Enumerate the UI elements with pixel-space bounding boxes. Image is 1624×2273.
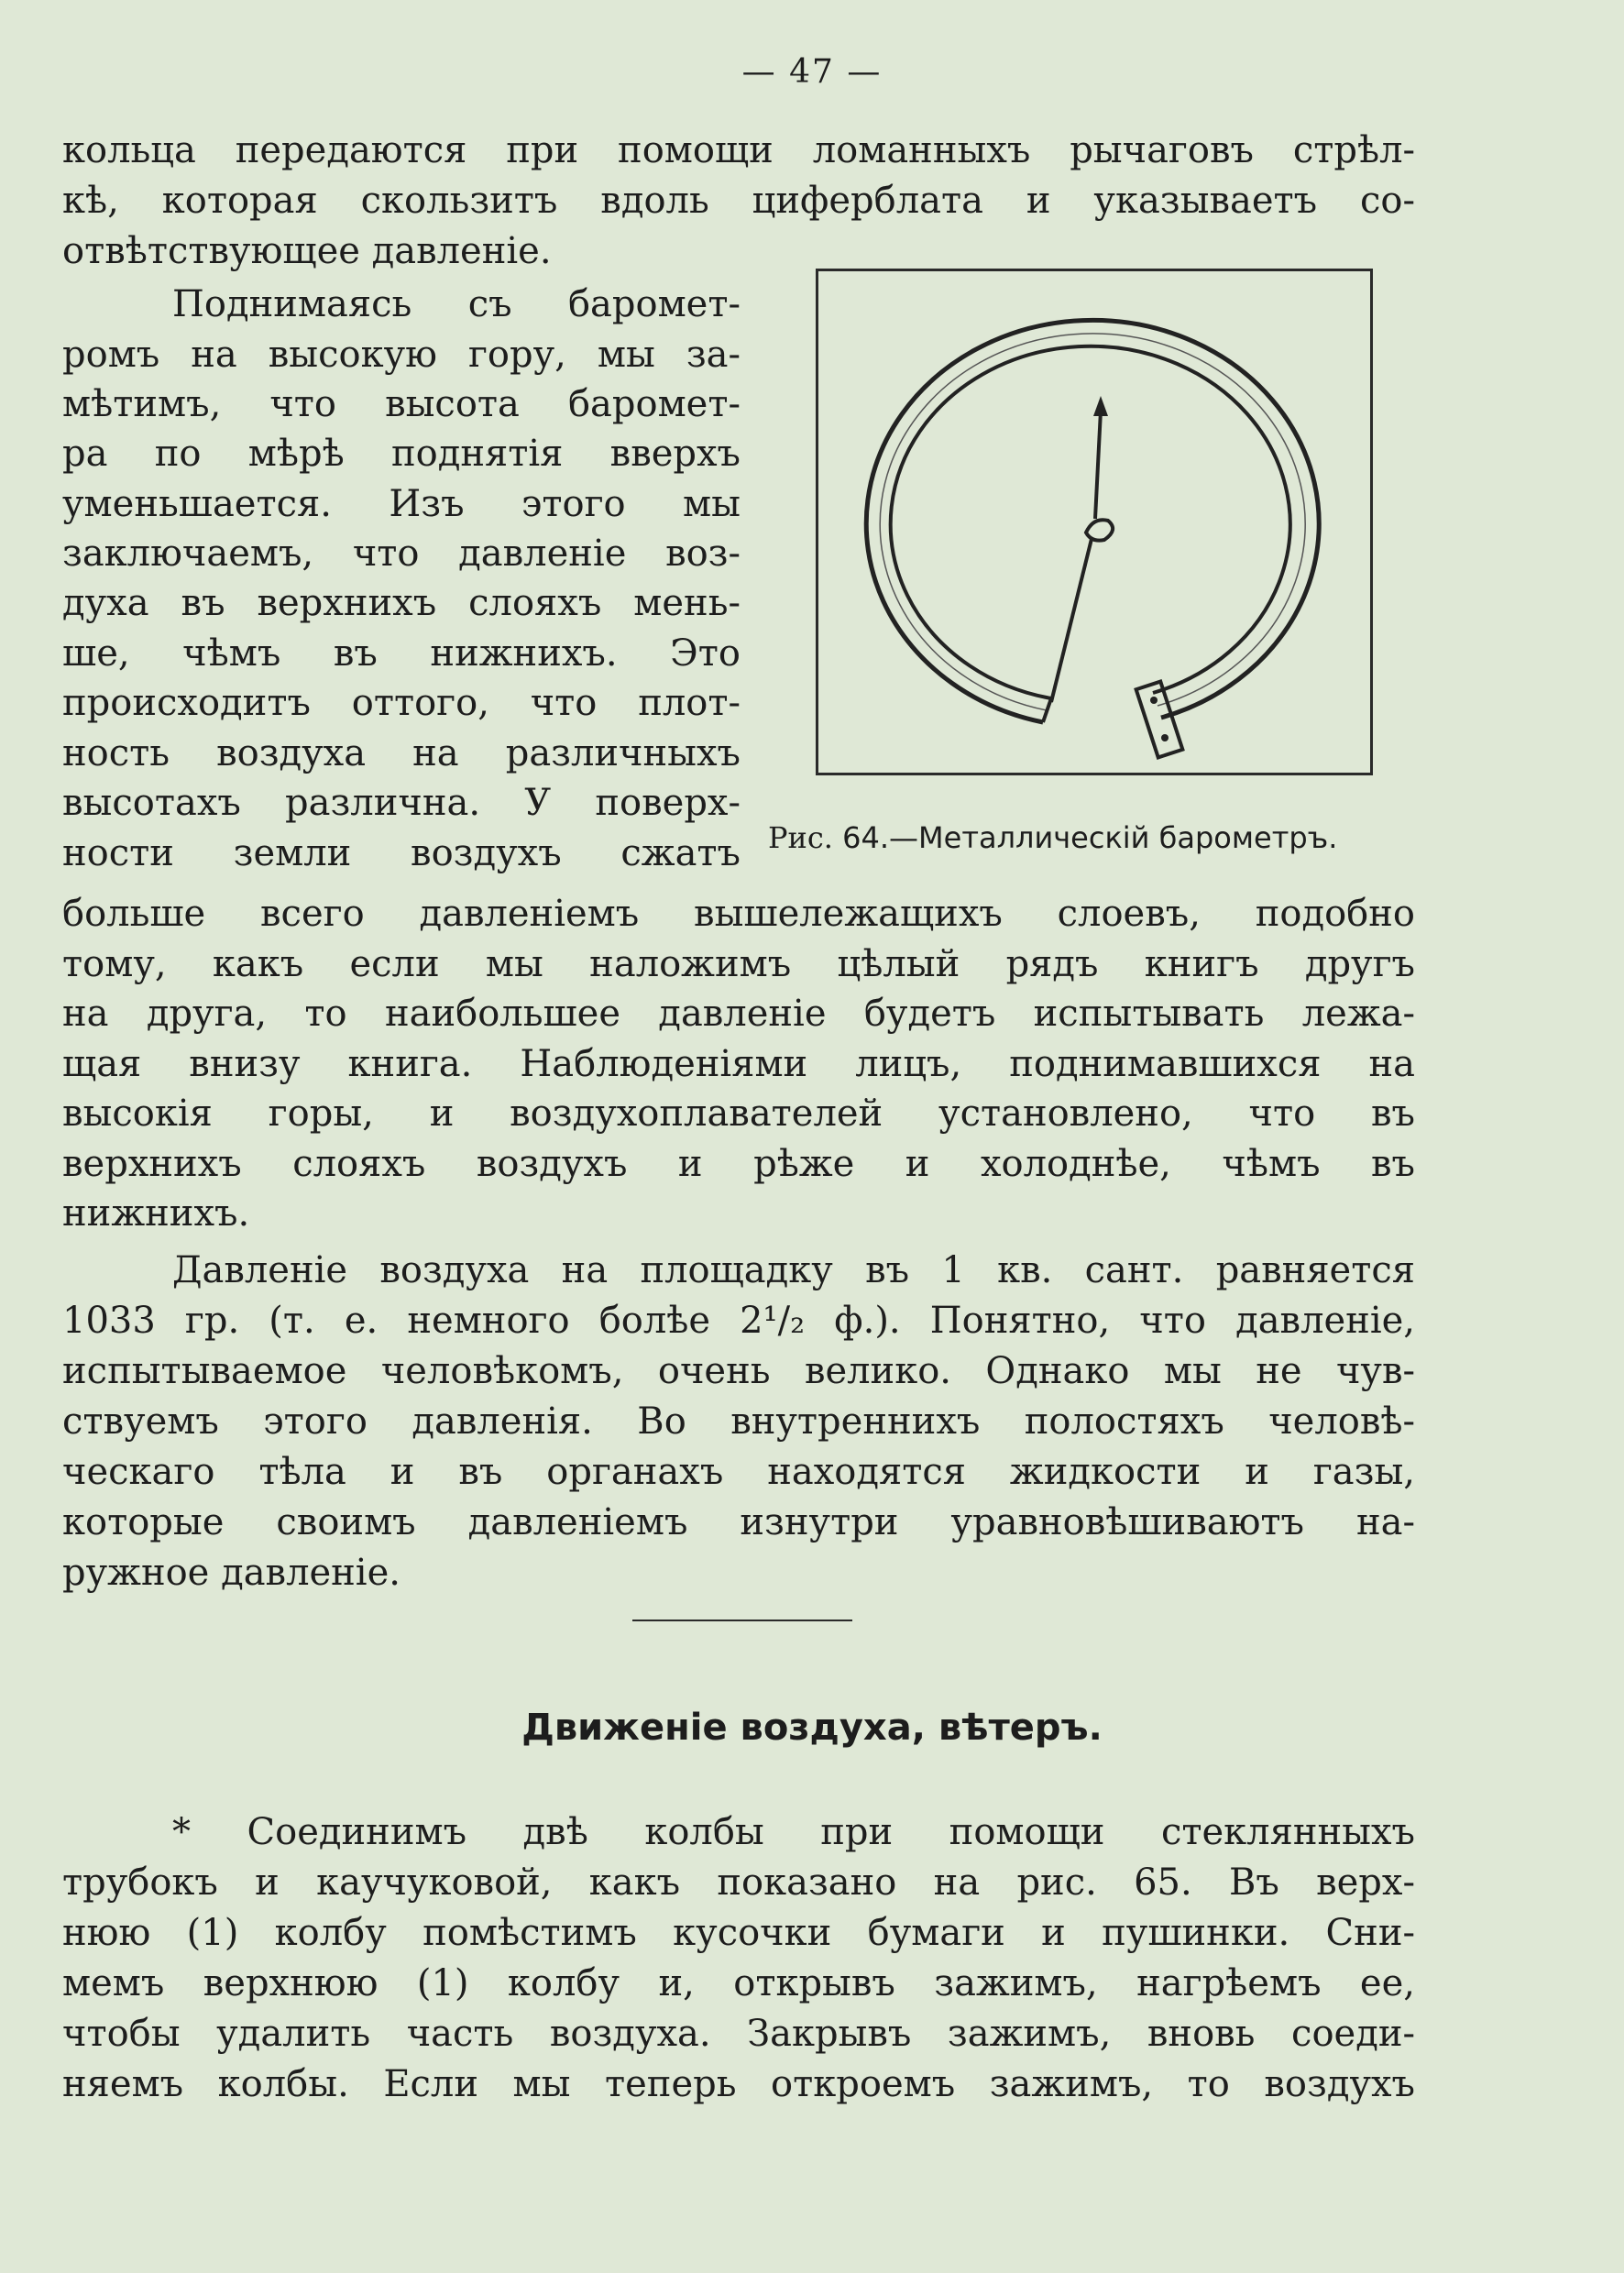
caption-prefix: Рис. xyxy=(768,820,833,855)
text-line: тому, какъ если мы наложимъ цѣлый рядъ книгъ другъ xyxy=(62,943,1415,985)
caption-text: 64.—Металлическій барометръ. xyxy=(842,820,1338,855)
text-line: щая внизу книга. Наблюденіями лицъ, поднимавшихся на xyxy=(62,1043,1415,1085)
text-line: заключаемъ, что давленіе воз- xyxy=(62,533,741,575)
text-line: мѣтимъ, что высота баромет- xyxy=(62,383,741,425)
text-line: ружное давленіе. xyxy=(62,1552,401,1594)
text-line: ра по мѣрѣ поднятія вверхъ xyxy=(62,433,741,475)
text-line: ше, чѣмъ въ нижнихъ. Это xyxy=(62,632,741,675)
text-line: мемъ верхнюю (1) колбу и, открывъ зажимъ, нагрѣемъ ее, xyxy=(62,1962,1415,2004)
clamp-icon xyxy=(1136,682,1183,758)
text-line: уменьшается. Изъ этого мы xyxy=(62,483,741,525)
text-line: духа въ верхнихъ слояхъ мень- xyxy=(62,582,741,624)
section-heading: Движеніе воздуха, вѣтеръ. xyxy=(521,1707,1103,1749)
barometer-inner-ring xyxy=(891,346,1290,698)
text-line: высотахъ различна. У поверх- xyxy=(62,782,741,824)
text-line: чтобы удалить часть воздуха. Закрывъ зажимъ, вновь соеди- xyxy=(62,2013,1415,2055)
text-line: кѣ, которая скользитъ вдоль циферблата и указываетъ со- xyxy=(62,180,1415,222)
text-line: верхнихъ слояхъ воздухъ и рѣже и холоднѣе, чѣмъ въ xyxy=(62,1143,1415,1185)
pointer-needle-icon xyxy=(1051,396,1113,702)
barometer-illustration xyxy=(818,271,1370,773)
text-line: больше всего давленіемъ вышележащихъ слоевъ, подобно xyxy=(62,893,1415,935)
text-line: нижнихъ. xyxy=(62,1192,250,1235)
text-line: ность воздуха на различныхъ xyxy=(62,732,741,774)
text-line: испытываемое человѣкомъ, очень велико. Однако мы не чув- xyxy=(62,1350,1415,1392)
text-line: ствуемъ этого давленія. Во внутреннихъ полостяхъ человѣ- xyxy=(62,1400,1415,1443)
text-line: ности земли воздухъ сжатъ xyxy=(62,832,741,874)
text-line: 1033 гр. (т. е. немного болѣе 2¹/₂ ф.). Понятно, что давленіе, xyxy=(62,1300,1415,1342)
text-line: * Соединимъ двѣ колбы при помощи стеклянныхъ xyxy=(172,1811,1415,1853)
text-line: нюю (1) колбу помѣстимъ кусочки бумаги и пушинки. Сни- xyxy=(62,1912,1415,1954)
page-number: — 47 — xyxy=(741,53,883,91)
text-line: высокія горы, и воздухоплавателей установлено, что въ xyxy=(62,1093,1415,1135)
text-line: отвѣтствующее давленіе. xyxy=(62,230,552,272)
text-line: Давленіе воздуха на площадку въ 1 кв. сант. равняется xyxy=(172,1249,1415,1291)
text-line: которые своимъ давленіемъ изнутри уравновѣшиваютъ на- xyxy=(62,1501,1415,1543)
text-line: происходитъ оттого, что плот- xyxy=(62,682,741,724)
barometer-figure xyxy=(816,269,1373,775)
text-line: кольца передаются при помощи ломанныхъ рычаговъ стрѣл- xyxy=(62,129,1415,171)
text-line: ромъ на высокую гору, мы за- xyxy=(62,334,741,376)
text-line: трубокъ и каучуковой, какъ показано на рис. 65. Въ верх- xyxy=(62,1861,1415,1904)
text-line: ческаго тѣла и въ органахъ находятся жидкости и газы, xyxy=(62,1451,1415,1493)
figure-caption xyxy=(768,820,1419,855)
text-line: Поднимаясь съ баромет- xyxy=(172,283,741,325)
text-line: на друга, то наибольшее давленіе будетъ испытывать лежа- xyxy=(62,993,1415,1035)
text-line: няемъ колбы. Если мы теперь откроемъ зажимъ, то воздухъ xyxy=(62,2063,1415,2105)
section-divider xyxy=(632,1620,852,1621)
